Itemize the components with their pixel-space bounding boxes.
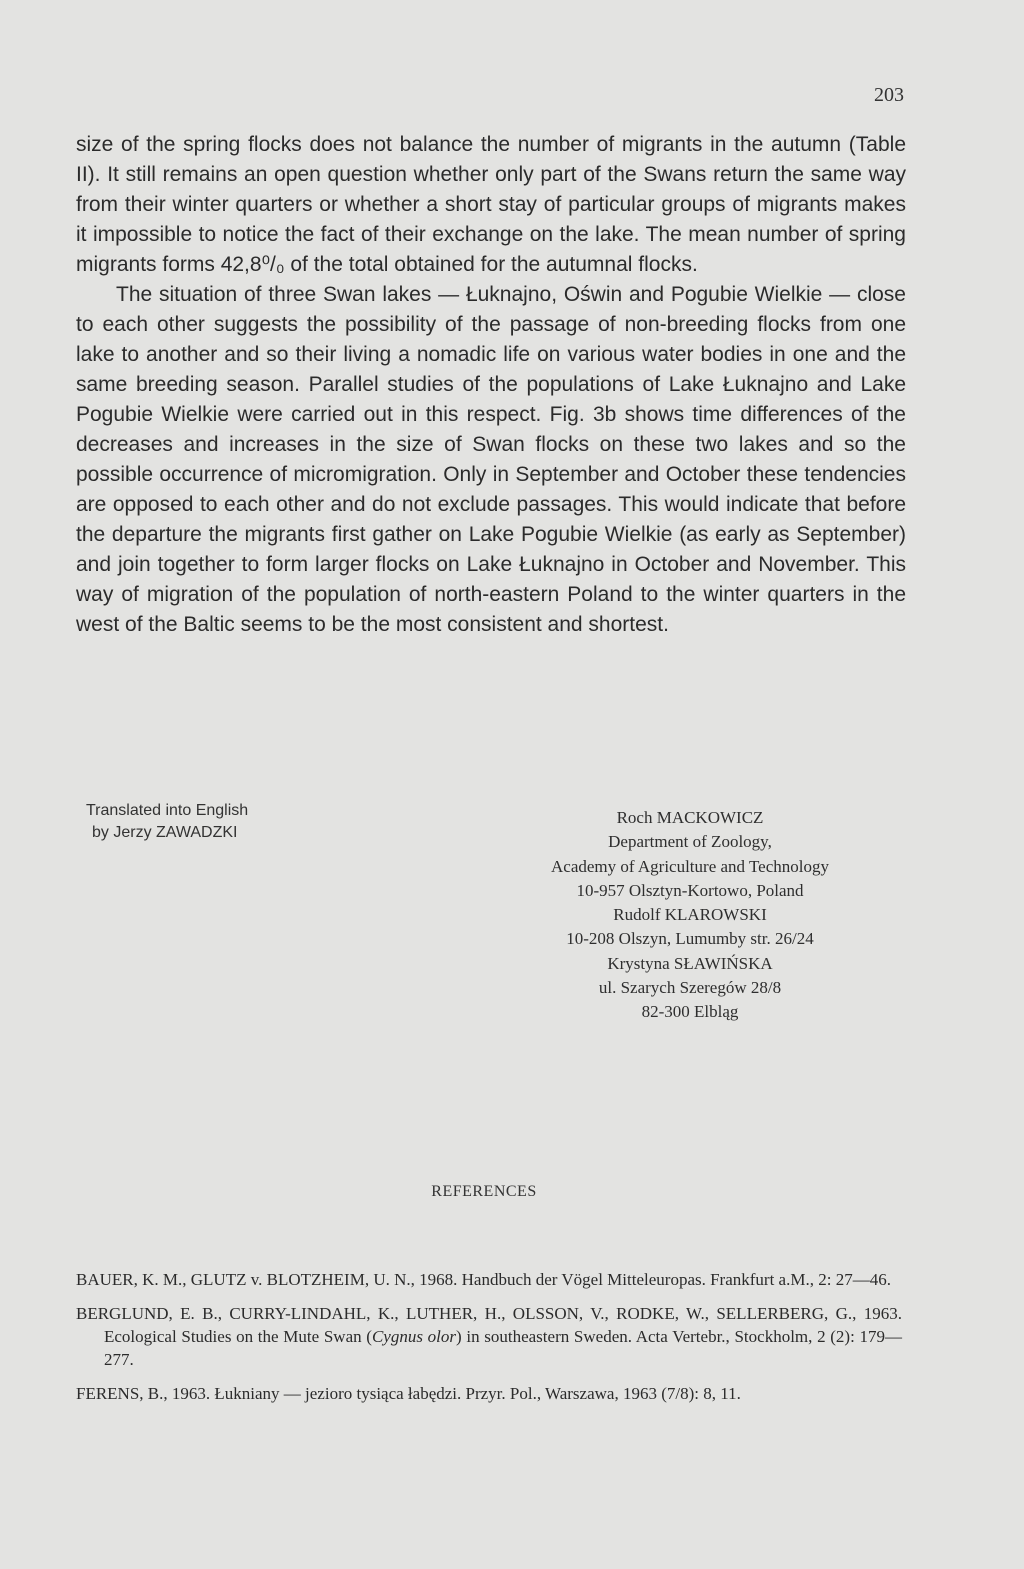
translator-line: Translated into English bbox=[86, 802, 249, 819]
reference-item bbox=[76, 1382, 902, 1405]
author-block bbox=[490, 806, 890, 1025]
reference-text: FERENS, B., 1963. Łukniany — jezioro tysiąca łabędzi. Przyr. Pol., Warszawa, 1963 (7/8): 8, 11. bbox=[76, 1384, 741, 1403]
translator-note bbox=[86, 800, 346, 844]
body-paragraph: The situation of three Swan lakes — Łuknajno, Oświn and Pogubie Wielkie — close to each other suggests the possibility of the passage of non-breeding flocks from one lake to another and so their living a nomadic life on various water bodies in one and the same breeding season. Parallel studies of the populations of Lake Łuknajno and Lake Pogubie Wielkie were carried out in this respect. Fig. 3b shows time differences of the decreases and increases in the size of Swan flocks on these two lakes and so the possible occurrence of micromigration. Only in September and October these tendencies are opposed to each other and do not exclude passages. This would indicate that before the departure the migrants first gather on Lake Pogubie Wielkie (as early as September) and join together to form larger flocks on Lake Łuknajno in October and November. This way of migration of the population of north-eastern Poland to the winter quarters in the west of the Baltic seems to be the most consistent and shortest. bbox=[76, 283, 906, 636]
author-line: Department of Zoology, bbox=[608, 832, 772, 852]
reference-text-end: ) in southeastern Sweden. Acta Vertebr., Stockholm, 2 (2): 179—277. bbox=[104, 1327, 903, 1369]
author-line: 10-957 Olsztyn-Kortowo, Poland bbox=[576, 880, 804, 900]
author-line: Academy of Agriculture and Technology bbox=[551, 856, 829, 876]
reference-item bbox=[76, 1268, 902, 1291]
page-number: 203 bbox=[874, 84, 904, 106]
author-line: Roch MACKOWICZ bbox=[616, 808, 764, 827]
author-line: Rudolf KLAROWSKI bbox=[613, 905, 767, 925]
body-paragraph: size of the spring flocks does not balance the number of migrants in the autumn (Table II). It still remains an open question whether only part of the Swans return the same way from their winter quarters or whether a short stay of particular groups of migrants makes it impossible to notice the fact of their exchange on the lake. The mean number of spring migrants forms 42,8⁰/₀ of the total obtained for the autumnal flocks. bbox=[76, 133, 906, 276]
reference-text: BAUER, K. M., GLUTZ v. BLOTZHEIM, U. N., 1968. Handbuch der Vögel Mitteleuropas. Frankfurt a.M., 2: 27—46. bbox=[76, 1270, 891, 1289]
reference-text: BERGLUND, E. B., CURRY-LINDAHL, K., LUTHER, H., OLSSON, V., RODKE, W., SELLERBERG, G., 1963. Ecological Studies on the Mute Swan ( bbox=[76, 1304, 902, 1346]
body-text bbox=[76, 130, 906, 640]
references-list bbox=[76, 1268, 902, 1416]
author-line: Krystyna SŁAWIŃSKA bbox=[607, 953, 773, 973]
references-heading: REFERENCES bbox=[431, 1183, 537, 1200]
reference-italic: Cygnus olor bbox=[371, 1327, 456, 1346]
reference-item bbox=[76, 1302, 902, 1371]
author-line: ul. Szarych Szeregów 28/8 bbox=[598, 978, 782, 998]
translator-name: by Jerzy ZAWADZKI bbox=[92, 824, 238, 841]
author-line: 82-300 Elbląg bbox=[641, 1002, 739, 1022]
author-line: 10-208 Olszyn, Lumumby str. 26/24 bbox=[566, 929, 814, 949]
